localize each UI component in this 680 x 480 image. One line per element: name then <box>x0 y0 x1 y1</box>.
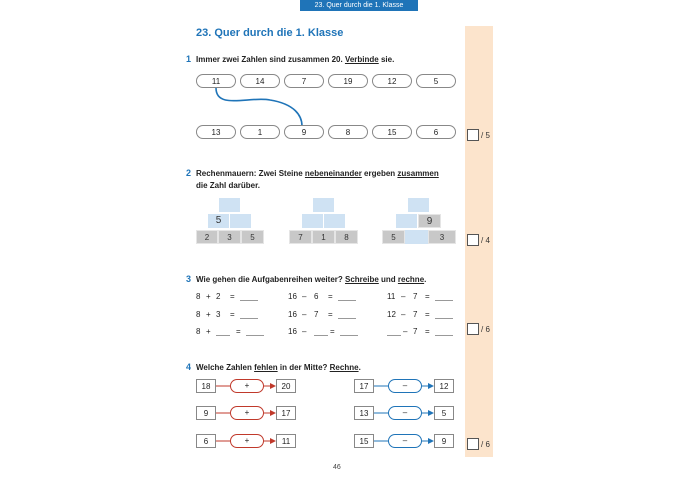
number-pill-top[interactable]: 19 <box>328 74 368 88</box>
question-4-text: Welche Zahlen fehlen in der Mitte? Rechne. <box>196 363 361 372</box>
end-number: 12 <box>434 379 454 393</box>
equation: 8 + 2 = <box>196 292 258 301</box>
number-pill-bottom[interactable]: 6 <box>416 125 456 139</box>
operation-oval[interactable]: + <box>230 434 264 448</box>
number-pill-top[interactable]: 14 <box>240 74 280 88</box>
equation: – 7 = <box>387 327 453 336</box>
number-pill-bottom[interactable]: 1 <box>240 125 280 139</box>
end-number: 11 <box>276 434 296 448</box>
number-pill-top[interactable]: 5 <box>416 74 456 88</box>
equation: 16 – = <box>288 327 358 336</box>
end-number: 20 <box>276 379 296 393</box>
wall-brick: 7 <box>289 230 312 244</box>
score-q4: / 6 <box>467 438 490 450</box>
start-number: 18 <box>196 379 216 393</box>
wall-brick: 9 <box>418 214 441 228</box>
page-number: 46 <box>333 464 341 471</box>
wall-brick: 5 <box>208 214 229 228</box>
equation: 16 – 6 = <box>288 292 356 301</box>
end-number: 9 <box>434 434 454 448</box>
header-tab: 23. Quer durch die 1. Klasse <box>300 0 418 11</box>
operation-oval[interactable]: – <box>388 379 422 393</box>
equation: 12 – 7 = <box>387 310 453 319</box>
operation-oval[interactable]: + <box>230 379 264 393</box>
number-pill-top[interactable]: 12 <box>372 74 412 88</box>
wall-brick: 8 <box>335 230 358 244</box>
operation-oval[interactable]: + <box>230 406 264 420</box>
wall-brick: 5 <box>382 230 405 244</box>
question-1-number: 1 <box>186 54 192 64</box>
score-q1: / 5 <box>467 129 490 141</box>
operation-oval[interactable]: – <box>388 406 422 420</box>
wall-brick: 3 <box>428 230 456 244</box>
equation: 8 + = <box>196 327 264 336</box>
page-title: 23. Quer durch die 1. Klasse <box>196 27 344 39</box>
end-number: 5 <box>434 406 454 420</box>
end-number: 17 <box>276 406 296 420</box>
start-number: 9 <box>196 406 216 420</box>
wall-brick: 5 <box>241 230 264 244</box>
number-pill-bottom[interactable]: 8 <box>328 125 368 139</box>
wall-brick: 1 <box>312 230 335 244</box>
number-pill-bottom[interactable]: 15 <box>372 125 412 139</box>
number-pill-bottom[interactable]: 9 <box>284 125 324 139</box>
wall-brick: 3 <box>218 230 241 244</box>
start-number: 17 <box>354 379 374 393</box>
score-q3: / 6 <box>467 323 490 335</box>
score-checkbox[interactable] <box>467 438 479 450</box>
question-2-number: 2 <box>186 168 192 178</box>
number-pill-top[interactable]: 11 <box>196 74 236 88</box>
equation: 16 – 7 = <box>288 310 356 319</box>
wall-brick: 2 <box>196 230 218 244</box>
question-3-number: 3 <box>186 274 192 284</box>
equation: 11 – 7 = <box>387 292 453 301</box>
equation: 8 + 3 = <box>196 310 258 319</box>
question-3-text: Wie gehen die Aufgabenreihen weiter? Schreibe und rechne. <box>196 275 427 284</box>
score-q2: / 4 <box>467 234 490 246</box>
number-pill-top[interactable]: 7 <box>284 74 324 88</box>
start-number: 13 <box>354 406 374 420</box>
start-number: 6 <box>196 434 216 448</box>
question-1-text: Immer zwei Zahlen sind zusammen 20. Verbinde sie. <box>196 55 395 64</box>
question-2-text: Rechenmauern: Zwei Steine nebeneinander ergeben zusammen die Zahl darüber. <box>196 169 439 190</box>
start-number: 15 <box>354 434 374 448</box>
question-4-number: 4 <box>186 362 192 372</box>
operation-oval[interactable]: – <box>388 434 422 448</box>
number-pill-bottom[interactable]: 13 <box>196 125 236 139</box>
